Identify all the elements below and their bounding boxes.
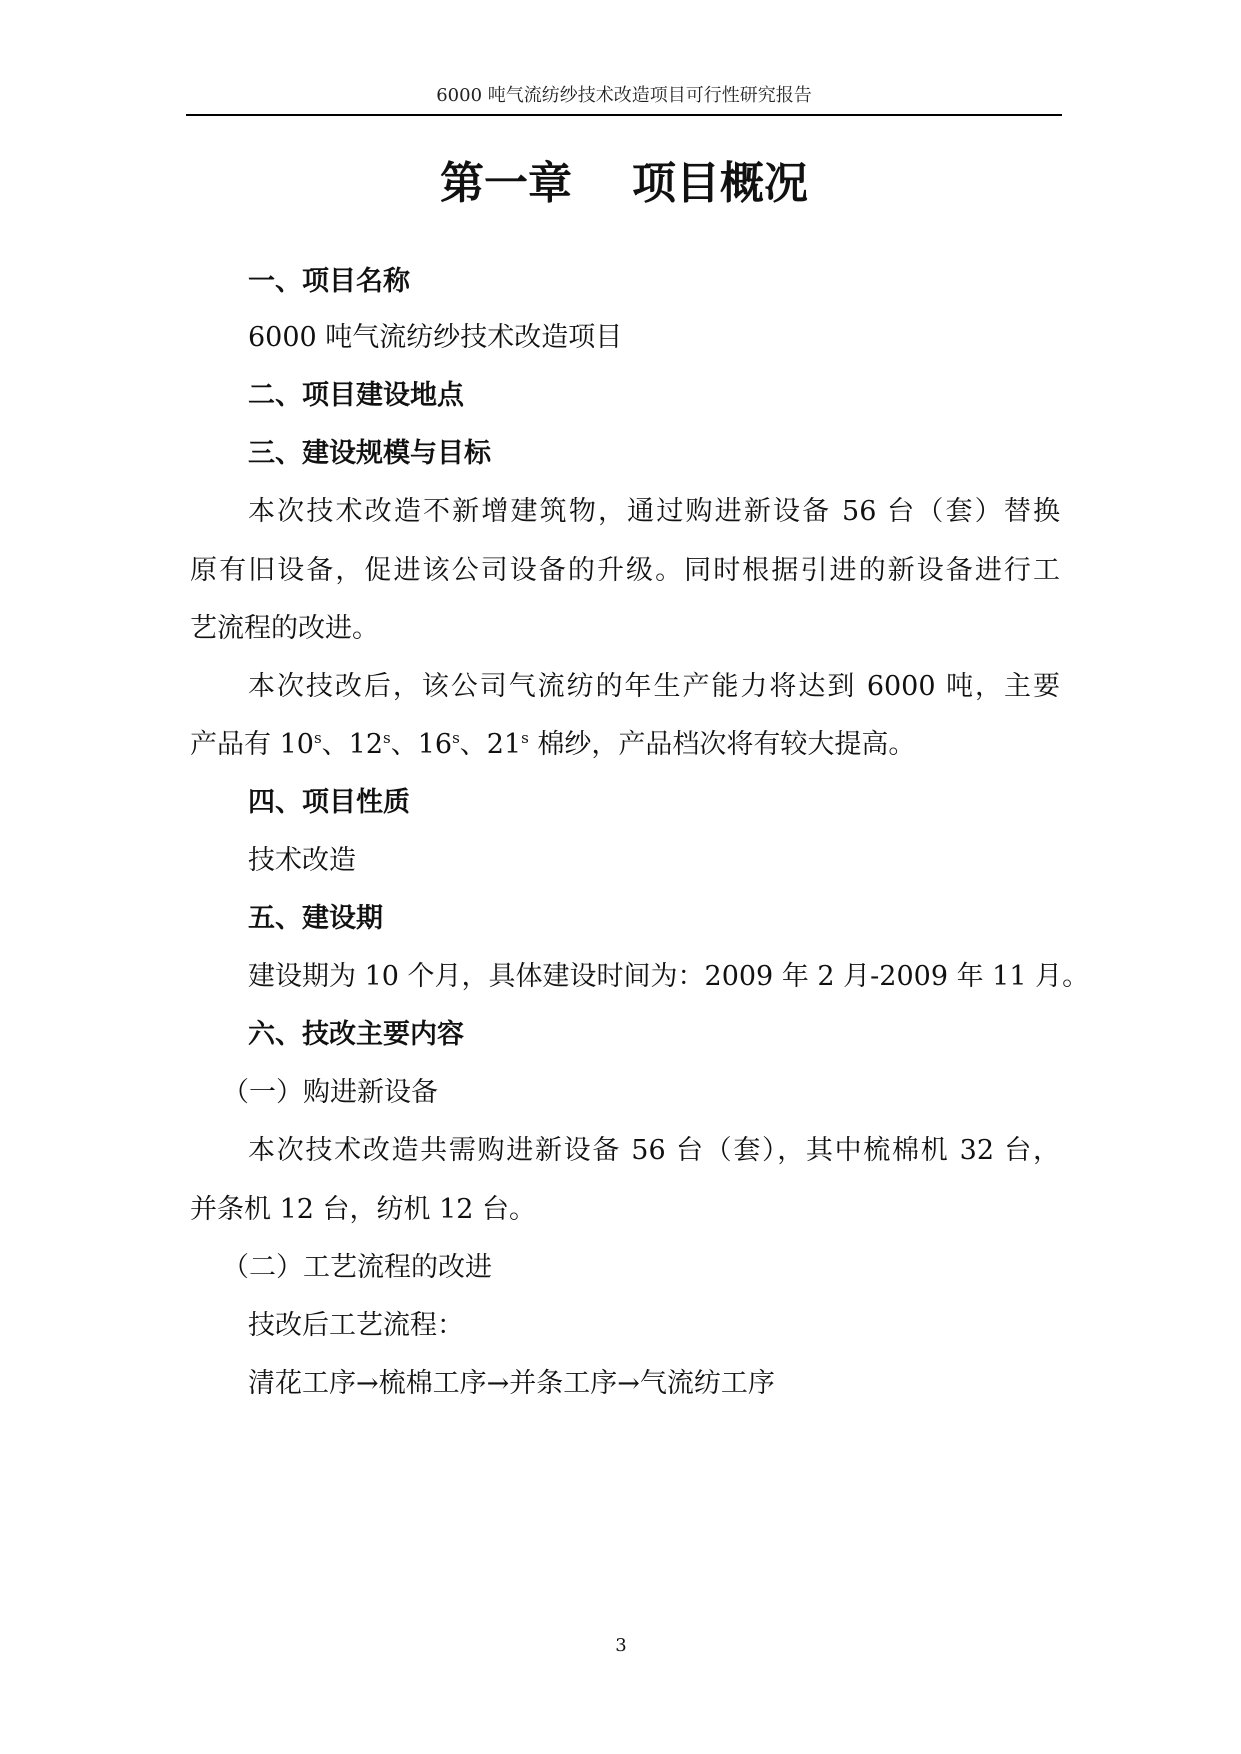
chapter-name: 项目概况 xyxy=(632,158,808,209)
subsection-new-equipment: （一）购进新设备 xyxy=(222,1077,438,1108)
scale-paragraph-1-line-3: 艺流程的改进。 xyxy=(190,613,379,644)
process-intro: 技改后工艺流程： xyxy=(248,1310,464,1341)
products-prefix: 产品有 xyxy=(190,729,280,760)
project-name-text: 6000 吨气流纺纱技术改造项目 xyxy=(248,322,623,353)
header-rule xyxy=(186,114,1062,116)
running-header: 6000 吨气流纺纱技术改造项目可行性研究报告 xyxy=(436,85,812,106)
separator: 、 xyxy=(459,729,487,760)
yarn-count-16: 16 xyxy=(417,729,453,760)
section-heading-location: 二、项目建设地点 xyxy=(248,380,464,411)
yarn-count-10: 10 xyxy=(279,729,314,760)
yarn-unit-sup: s xyxy=(521,729,529,747)
subsection-process-improvement: （二）工艺流程的改进 xyxy=(222,1252,492,1283)
scale-paragraph-1-line-2: 原有旧设备，促进该公司设备的升级。同时根据引进的新设备进行工 xyxy=(190,555,1060,586)
page-number: 3 xyxy=(615,1635,627,1656)
yarn-unit-sup: s xyxy=(452,729,460,747)
process-flow: 清花工序→梳棉工序→并条工序→气流纺工序 xyxy=(248,1368,775,1399)
separator: 、 xyxy=(390,729,418,760)
separator: 、 xyxy=(321,729,349,760)
section-heading-period: 五、建设期 xyxy=(248,903,383,934)
section-heading-project-name: 一、项目名称 xyxy=(248,266,410,297)
section-heading-main-content: 六、技改主要内容 xyxy=(248,1019,464,1050)
chapter-label: 第一章 xyxy=(440,158,572,209)
yarn-count-12: 12 xyxy=(348,729,384,760)
yarn-unit-sup: s xyxy=(383,729,391,747)
section-heading-scale: 三、建设规模与目标 xyxy=(248,438,491,469)
chapter-title xyxy=(186,152,1062,216)
products-suffix: 棉纱，产品档次将有较大提高。 xyxy=(528,729,916,760)
section-heading-nature: 四、项目性质 xyxy=(248,787,410,818)
equipment-line-2: 并条机 12 台，纺机 12 台。 xyxy=(190,1194,537,1225)
yarn-count-21: 21 xyxy=(486,729,522,760)
equipment-line-1: 本次技术改造共需购进新设备 56 台（套），其中梳棉机 32 台， xyxy=(248,1135,1060,1166)
scale-paragraph-2-line-1: 本次技改后，该公司气流纺的年生产能力将达到 6000 吨，主要 xyxy=(248,671,1060,702)
scale-paragraph-1-line-1: 本次技术改造不新增建筑物，通过购进新设备 56 台（套）替换 xyxy=(248,496,1060,527)
period-text: 建设期为 10 个月，具体建设时间为：2009 年 2 月-2009 年 11 月。 xyxy=(248,961,1090,992)
nature-text: 技术改造 xyxy=(248,845,356,876)
scale-paragraph-2-line-2 xyxy=(190,725,1060,765)
yarn-unit-sup: s xyxy=(313,729,322,747)
